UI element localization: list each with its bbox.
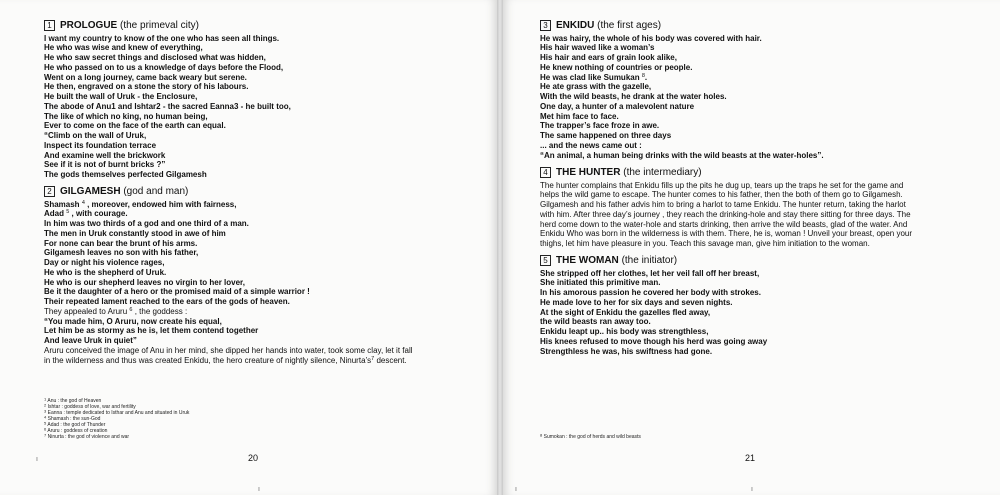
hunter-section: [540, 167, 980, 249]
text-line: [44, 209, 474, 219]
footnote-number: 8: [540, 432, 543, 438]
line-text: Shamash: [44, 199, 80, 209]
text-line: Enkidu leapt up.. his body was strengthless,: [540, 327, 709, 336]
section-subtitle: (the intermediary): [623, 167, 702, 178]
text-line: Aruru conceived the image of Anu in her mind, she dipped her hands into water, took some clay, let it fall: [44, 345, 413, 355]
text-line: [44, 356, 474, 366]
text-line: He who passed on to us a knowledge of days before the Flood,: [44, 62, 284, 72]
text-line: The like of which no king, no human being,: [44, 111, 208, 121]
text-line: He who was wise and knew of everything,: [44, 43, 203, 53]
text-line: [44, 307, 474, 317]
text-line: thighs, let him have pleasure in you. Teach this savage man, give him initiation to the woman.: [540, 239, 870, 248]
section-number-box: 1: [44, 20, 55, 31]
footnote-number: 5: [44, 420, 47, 426]
text-line: Let him be as stormy as he is, let them contend together: [44, 326, 259, 336]
line-text: , the goddess :: [134, 306, 188, 316]
text-line: He then, engraved on a stone the story of his labours.: [44, 82, 249, 92]
text-line: herd come down to the water-hole and starts drinking, then arrive the wild beasts, glad of the water. And: [540, 219, 908, 229]
prologue-heading: [44, 20, 464, 33]
text-line: with him. After three day’s journey , they reach the drinking-hole and stay there sitting for three days. The: [540, 209, 911, 219]
text-line: the wild beasts ran away too.: [540, 317, 651, 327]
enkidu-heading: [540, 20, 980, 33]
footnote-ref: 4: [81, 199, 85, 206]
text-line: Strengthless he was, his swiftness had gone.: [540, 346, 713, 356]
footnote-number: 2: [44, 402, 47, 408]
prologue-text: [44, 34, 464, 180]
woman-section: [540, 255, 980, 356]
section-subtitle: (the first ages): [597, 20, 662, 31]
footnote-text: Ninurta : the god of violence and war: [47, 434, 130, 440]
gilgamesh-section: [44, 186, 474, 365]
text-line: In him was two thirds of a god and one third of a man.: [44, 219, 249, 228]
line-text: in the wilderness and thus was created Enkidu, the hero creature of nightly silence, Ninurta’s: [44, 355, 372, 365]
text-line: Went on a long journey, came back weary but serene.: [44, 72, 247, 82]
line-text: He was clad like Sumukan: [540, 72, 640, 82]
footnote-ref: 5: [66, 209, 70, 216]
footnote-number: 6: [44, 426, 47, 432]
text-line: The trapper’s face froze in awe.: [540, 121, 660, 131]
line-text: They appealed to Aruru: [44, 306, 128, 316]
text-line: Gilgamesh leaves no son with his father,: [44, 248, 199, 258]
text-line: He who is our shepherd leaves no virgin to her lover,: [44, 277, 245, 287]
text-line: [44, 200, 474, 210]
text-line: He who saw secret things and disclosed what was hidden,: [44, 53, 266, 62]
text-line: The men in Uruk constantly stood in awe of him: [44, 228, 226, 238]
section-title: THE HUNTER: [556, 167, 621, 178]
page-number-right: 21: [745, 453, 756, 463]
text-line: Be it the daughter of a hero or the promised maid of a simple warrior !: [44, 287, 310, 297]
text-line: helps the wild game to escape. The hunter comes to his father, then the both of them go to Gilgamesh.: [540, 190, 903, 200]
text-line: “Climb on the wall of Uruk,: [44, 131, 147, 140]
footnote-ref: 8: [641, 72, 645, 79]
footnote-number: 7: [44, 432, 47, 438]
line-text: , with courage.: [71, 209, 128, 219]
text-line: He who is the shepherd of Uruk.: [44, 267, 167, 277]
text-line: One day, a hunter of a malevolent nature: [540, 101, 695, 111]
text-line: “An animal, a human being drinks with the wild beasts at the water-holes”.: [540, 150, 824, 160]
text-line: He built the wall of Uruk - the Enclosure,: [44, 92, 198, 101]
enkidu-text: [540, 34, 980, 161]
hunter-text: [540, 181, 980, 249]
text-line: And examine well the brickwork: [44, 150, 166, 160]
text-line: The abode of Anu1 and Ishtar2 - the sacred Eanna3 - he built too,: [44, 101, 291, 111]
footnote-text: Adad : the god of Thunder: [47, 422, 106, 428]
text-line: Ever to come on the face of the earth can equal.: [44, 121, 226, 131]
footnote-text: Aruru : goddess of creation: [47, 428, 108, 434]
section-subtitle: (the initiator): [621, 255, 678, 266]
text-line: His knees refused to move though his herd was going away: [540, 336, 768, 346]
text-line: He made love to her for six days and seven nights.: [540, 297, 733, 307]
section-number-box: 3: [540, 20, 551, 31]
line-text: Adad: [44, 209, 64, 219]
text-line: Their repeated lament reached to the ears of the gods of heaven.: [44, 297, 290, 306]
footnote-text: Eanna : temple dedicated to Isthar and Anu and situated in Uruk: [47, 410, 190, 416]
text-line: See if it is not of burnt bricks ?”: [44, 160, 166, 170]
section-title: GILGAMESH: [60, 186, 121, 197]
text-line: He was hairy, the whole of his body was covered with hair.: [540, 33, 762, 43]
right-page: [503, 0, 1000, 495]
line-text: , moreover, endowed him with fairness,: [87, 199, 237, 209]
footnote-text: Shamash : the sun-God: [47, 416, 101, 422]
footnote-text: Sumokan : the god of herds and wild beasts: [543, 434, 641, 440]
section-title: ENKIDU: [556, 20, 595, 31]
text-line: ... and the news came out :: [540, 140, 642, 150]
text-line: And leave Uruk in quiet”: [44, 336, 137, 345]
woman-heading: [540, 255, 980, 268]
section-subtitle: (the primeval city): [120, 20, 199, 31]
footnote-number: 1: [44, 396, 47, 402]
gilgamesh-text: [44, 200, 474, 366]
text-line: His hair and ears of grain look alike,: [540, 53, 677, 62]
tick-mark: ı: [258, 486, 260, 493]
text-line: She initiated this primitive man.: [540, 278, 661, 288]
section-number-box: 4: [540, 167, 551, 178]
gilgamesh-heading: [44, 186, 474, 199]
text-line: I want my country to know of the one who has seen all things.: [44, 33, 280, 43]
text-line: His hair waved like a woman’s: [540, 43, 655, 53]
text-line: The gods themselves perfected Gilgamesh: [44, 170, 207, 179]
enkidu-section: [540, 20, 980, 160]
text-line: With the wild beasts, he drank at the water holes.: [540, 92, 727, 101]
tick-mark: ı: [751, 486, 753, 493]
text-line: The same happened on three days: [540, 131, 672, 140]
footnotes-right: [540, 434, 641, 440]
text-line: He knew nothing of countries or people.: [540, 62, 693, 72]
tick-mark: ı: [515, 486, 517, 493]
text-line: He ate grass with the gazelle,: [540, 82, 652, 92]
footnote-text: Ishtar : goddess of love, war and fertility: [47, 404, 136, 410]
section-subtitle: (god and man): [123, 186, 189, 197]
footnotes-left: [44, 398, 189, 440]
text-line: [540, 73, 980, 83]
woman-text: [540, 269, 980, 357]
text-line: She stripped off her clothes, let her veil fall off her breast,: [540, 268, 760, 278]
footnote-number: 4: [44, 414, 47, 420]
footnote: [44, 434, 189, 440]
footnote-text: Anu : the god of Heaven: [47, 398, 102, 404]
section-title: THE WOMAN: [556, 255, 619, 266]
tick-mark: ı: [36, 456, 38, 463]
text-line: Inspect its foundation terrace: [44, 140, 157, 150]
footnote-number: 3: [44, 408, 47, 414]
footnote-ref: 7: [371, 355, 375, 362]
left-page: [0, 0, 497, 495]
hunter-heading: [540, 167, 980, 180]
text-line: For none can bear the brunt of his arms.: [44, 238, 198, 248]
line-text: descent.: [374, 355, 407, 365]
text-line: The hunter complains that Enkidu fills up the pits he dug up, tears up the traps he set for the game and: [540, 180, 904, 190]
footnote: [540, 434, 641, 440]
section-number-box: 2: [44, 186, 55, 197]
section-title: PROLOGUE: [60, 20, 118, 31]
text-line: At the sight of Enkidu the gazelles fled away,: [540, 307, 711, 317]
text-line: “You made him, O Aruru, now create his equal,: [44, 316, 222, 326]
text-line: Day or night his violence rages,: [44, 258, 165, 267]
prologue-section: [44, 20, 464, 180]
footnote-ref: 6: [129, 306, 133, 313]
section-number-box: 5: [540, 255, 551, 266]
line-text: .: [644, 72, 648, 82]
text-line: Gilgamesh and his father advis him to bring a harlot to tame Enkidu. The hunter return, taking the harlot: [540, 200, 906, 209]
text-line: Met him face to face.: [540, 111, 619, 121]
page-number-left: 20: [248, 453, 259, 463]
text-line: In his amorous passion he covered her body with strokes.: [540, 288, 761, 297]
text-line: Enkidu Who was born in the wilderness is with them. There, he is, woman ! Unveil your breast, open your: [540, 229, 913, 239]
